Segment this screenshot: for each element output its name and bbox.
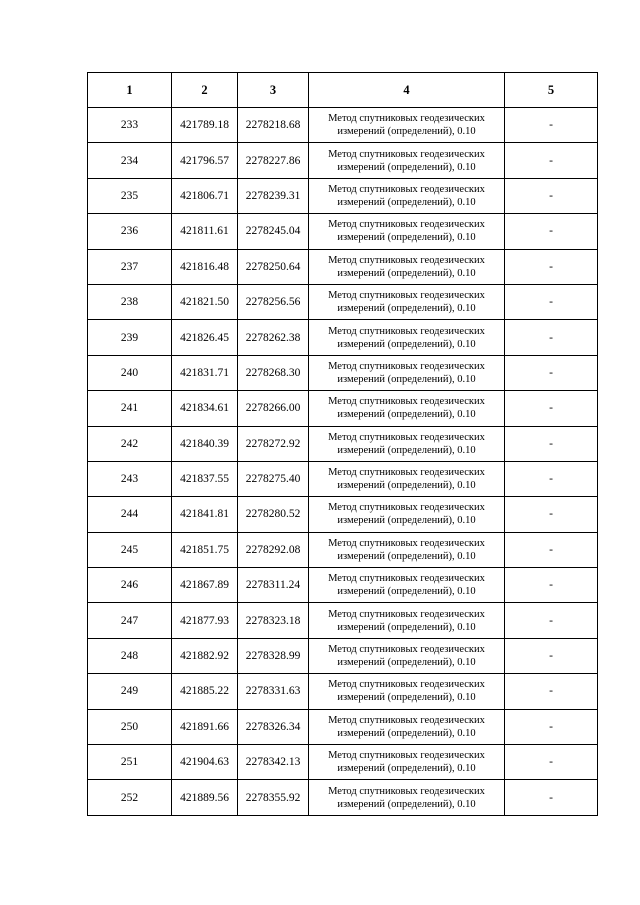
x-coordinate-cell: 421831.71 xyxy=(172,355,238,390)
method-text-line-1: Метод спутниковых геодезических xyxy=(328,714,485,726)
table-row xyxy=(88,214,598,249)
x-coordinate-cell: 421882.92 xyxy=(172,638,238,673)
note-cell: - xyxy=(505,143,598,178)
y-coordinate-cell: 2278227.86 xyxy=(238,143,309,178)
method-text-line-1: Метод спутниковых геодезических xyxy=(328,679,485,691)
y-coordinate-cell: 2278328.99 xyxy=(238,638,309,673)
table-row xyxy=(88,603,598,638)
table-row xyxy=(88,568,598,603)
method-text-line-1: Метод спутниковых геодезических xyxy=(328,431,485,443)
y-coordinate-cell: 2278331.63 xyxy=(238,674,309,709)
method-text-line-2: измерений (определений), 0.10 xyxy=(337,727,476,739)
point-number-cell: 248 xyxy=(88,638,172,673)
note-cell: - xyxy=(505,709,598,744)
y-coordinate-cell: 2278323.18 xyxy=(238,603,309,638)
method-text-line-2: измерений (определений), 0.10 xyxy=(337,692,476,704)
x-coordinate-cell: 421877.93 xyxy=(172,603,238,638)
table-row xyxy=(88,461,598,496)
y-coordinate-cell: 2278342.13 xyxy=(238,745,309,780)
point-number-cell: 236 xyxy=(88,214,172,249)
point-number-cell: 244 xyxy=(88,497,172,532)
x-coordinate-cell: 421834.61 xyxy=(172,391,238,426)
table-row xyxy=(88,497,598,532)
point-number-cell: 237 xyxy=(88,249,172,284)
method-text-line-1: Метод спутниковых геодезических xyxy=(328,113,485,125)
x-coordinate-cell: 421867.89 xyxy=(172,568,238,603)
note-cell: - xyxy=(505,532,598,567)
table-row xyxy=(88,638,598,673)
method-text-line-2: измерений (определений), 0.10 xyxy=(337,373,476,385)
table-row xyxy=(88,780,598,815)
method-cell xyxy=(309,391,505,426)
point-number-cell: 235 xyxy=(88,178,172,213)
method-text-line-1: Метод спутниковых геодезических xyxy=(328,644,485,656)
y-coordinate-cell: 2278266.00 xyxy=(238,391,309,426)
method-text-line-2: измерений (определений), 0.10 xyxy=(337,586,476,598)
method-cell xyxy=(309,709,505,744)
table-row xyxy=(88,355,598,390)
x-coordinate-cell: 421889.56 xyxy=(172,780,238,815)
method-cell xyxy=(309,320,505,355)
x-coordinate-cell: 421821.50 xyxy=(172,284,238,319)
method-text-line-2: измерений (определений), 0.10 xyxy=(337,232,476,244)
note-cell: - xyxy=(505,497,598,532)
method-text-line-1: Метод спутниковых геодезических xyxy=(328,290,485,302)
point-number-cell: 233 xyxy=(88,108,172,143)
header-col-2: 2 xyxy=(172,73,238,108)
method-text-line-1: Метод спутниковых геодезических xyxy=(328,467,485,479)
note-cell: - xyxy=(505,745,598,780)
method-cell xyxy=(309,532,505,567)
x-coordinate-cell: 421904.63 xyxy=(172,745,238,780)
table-row xyxy=(88,143,598,178)
point-number-cell: 241 xyxy=(88,391,172,426)
method-cell xyxy=(309,568,505,603)
header-col-1: 1 xyxy=(88,73,172,108)
note-cell: - xyxy=(505,249,598,284)
table-body xyxy=(88,108,598,816)
point-number-cell: 247 xyxy=(88,603,172,638)
method-text-line-1: Метод спутниковых геодезических xyxy=(328,183,485,195)
x-coordinate-cell: 421826.45 xyxy=(172,320,238,355)
note-cell: - xyxy=(505,284,598,319)
x-coordinate-cell: 421891.66 xyxy=(172,709,238,744)
method-text-line-2: измерений (определений), 0.10 xyxy=(337,480,476,492)
y-coordinate-cell: 2278280.52 xyxy=(238,497,309,532)
point-number-cell: 238 xyxy=(88,284,172,319)
point-number-cell: 246 xyxy=(88,568,172,603)
y-coordinate-cell: 2278218.68 xyxy=(238,108,309,143)
table-row xyxy=(88,391,598,426)
method-cell xyxy=(309,284,505,319)
method-text-line-1: Метод спутниковых геодезических xyxy=(328,219,485,231)
method-text-line-1: Метод спутниковых геодезических xyxy=(328,537,485,549)
point-number-cell: 234 xyxy=(88,143,172,178)
method-cell xyxy=(309,603,505,638)
method-text-line-1: Метод спутниковых геодезических xyxy=(328,785,485,797)
method-cell xyxy=(309,674,505,709)
note-cell: - xyxy=(505,108,598,143)
y-coordinate-cell: 2278355.92 xyxy=(238,780,309,815)
table-row xyxy=(88,178,598,213)
point-number-cell: 243 xyxy=(88,461,172,496)
method-text-line-1: Метод спутниковых геодезических xyxy=(328,325,485,337)
method-cell xyxy=(309,214,505,249)
table-header-row xyxy=(88,73,598,108)
y-coordinate-cell: 2278262.38 xyxy=(238,320,309,355)
y-coordinate-cell: 2278250.64 xyxy=(238,249,309,284)
method-text-line-2: измерений (определений), 0.10 xyxy=(337,657,476,669)
method-cell xyxy=(309,178,505,213)
method-text-line-1: Метод спутниковых геодезических xyxy=(328,608,485,620)
note-cell: - xyxy=(505,355,598,390)
header-col-3: 3 xyxy=(238,73,309,108)
y-coordinate-cell: 2278239.31 xyxy=(238,178,309,213)
header-col-5: 5 xyxy=(505,73,598,108)
method-text-line-2: измерений (определений), 0.10 xyxy=(337,515,476,527)
note-cell: - xyxy=(505,461,598,496)
x-coordinate-cell: 421851.75 xyxy=(172,532,238,567)
table-row xyxy=(88,709,598,744)
table-row xyxy=(88,320,598,355)
table-row xyxy=(88,426,598,461)
point-number-cell: 251 xyxy=(88,745,172,780)
note-cell: - xyxy=(505,568,598,603)
note-cell: - xyxy=(505,320,598,355)
coordinates-table xyxy=(87,72,598,816)
x-coordinate-cell: 421806.71 xyxy=(172,178,238,213)
method-text-line-2: измерений (определений), 0.10 xyxy=(337,303,476,315)
y-coordinate-cell: 2278272.92 xyxy=(238,426,309,461)
method-text-line-1: Метод спутниковых геодезических xyxy=(328,396,485,408)
method-cell xyxy=(309,638,505,673)
point-number-cell: 252 xyxy=(88,780,172,815)
method-cell xyxy=(309,249,505,284)
method-text-line-2: измерений (определений), 0.10 xyxy=(337,763,476,775)
method-text-line-2: измерений (определений), 0.10 xyxy=(337,338,476,350)
method-text-line-1: Метод спутниковых геодезических xyxy=(328,573,485,585)
method-text-line-1: Метод спутниковых геодезических xyxy=(328,254,485,266)
method-text-line-2: измерений (определений), 0.10 xyxy=(337,409,476,421)
note-cell: - xyxy=(505,391,598,426)
method-cell xyxy=(309,461,505,496)
table-row xyxy=(88,532,598,567)
x-coordinate-cell: 421885.22 xyxy=(172,674,238,709)
method-text-line-2: измерений (определений), 0.10 xyxy=(337,161,476,173)
method-cell xyxy=(309,780,505,815)
point-number-cell: 249 xyxy=(88,674,172,709)
note-cell: - xyxy=(505,178,598,213)
x-coordinate-cell: 421816.48 xyxy=(172,249,238,284)
method-cell xyxy=(309,355,505,390)
table-row xyxy=(88,284,598,319)
note-cell: - xyxy=(505,638,598,673)
method-text-line-1: Метод спутниковых геодезических xyxy=(328,502,485,514)
method-cell xyxy=(309,426,505,461)
x-coordinate-cell: 421811.61 xyxy=(172,214,238,249)
y-coordinate-cell: 2278326.34 xyxy=(238,709,309,744)
note-cell: - xyxy=(505,214,598,249)
y-coordinate-cell: 2278275.40 xyxy=(238,461,309,496)
note-cell: - xyxy=(505,780,598,815)
method-text-line-1: Метод спутниковых геодезических xyxy=(328,360,485,372)
method-text-line-2: измерений (определений), 0.10 xyxy=(337,621,476,633)
x-coordinate-cell: 421841.81 xyxy=(172,497,238,532)
point-number-cell: 250 xyxy=(88,709,172,744)
method-text-line-1: Метод спутниковых геодезических xyxy=(328,750,485,762)
note-cell: - xyxy=(505,426,598,461)
table-row xyxy=(88,108,598,143)
x-coordinate-cell: 421789.18 xyxy=(172,108,238,143)
table-row xyxy=(88,745,598,780)
point-number-cell: 239 xyxy=(88,320,172,355)
point-number-cell: 245 xyxy=(88,532,172,567)
x-coordinate-cell: 421837.55 xyxy=(172,461,238,496)
method-cell xyxy=(309,497,505,532)
note-cell: - xyxy=(505,603,598,638)
method-cell xyxy=(309,745,505,780)
point-number-cell: 242 xyxy=(88,426,172,461)
method-text-line-2: измерений (определений), 0.10 xyxy=(337,444,476,456)
table-row xyxy=(88,249,598,284)
method-text-line-2: измерений (определений), 0.10 xyxy=(337,196,476,208)
y-coordinate-cell: 2278245.04 xyxy=(238,214,309,249)
method-text-line-2: измерений (определений), 0.10 xyxy=(337,126,476,138)
x-coordinate-cell: 421796.57 xyxy=(172,143,238,178)
point-number-cell: 240 xyxy=(88,355,172,390)
y-coordinate-cell: 2278311.24 xyxy=(238,568,309,603)
method-text-line-1: Метод спутниковых геодезических xyxy=(328,148,485,160)
method-text-line-2: измерений (определений), 0.10 xyxy=(337,798,476,810)
table-row xyxy=(88,674,598,709)
y-coordinate-cell: 2278256.56 xyxy=(238,284,309,319)
note-cell: - xyxy=(505,674,598,709)
method-text-line-2: измерений (определений), 0.10 xyxy=(337,550,476,562)
method-text-line-2: измерений (определений), 0.10 xyxy=(337,267,476,279)
y-coordinate-cell: 2278268.30 xyxy=(238,355,309,390)
x-coordinate-cell: 421840.39 xyxy=(172,426,238,461)
header-col-4: 4 xyxy=(309,73,505,108)
method-cell xyxy=(309,143,505,178)
method-cell xyxy=(309,108,505,143)
y-coordinate-cell: 2278292.08 xyxy=(238,532,309,567)
